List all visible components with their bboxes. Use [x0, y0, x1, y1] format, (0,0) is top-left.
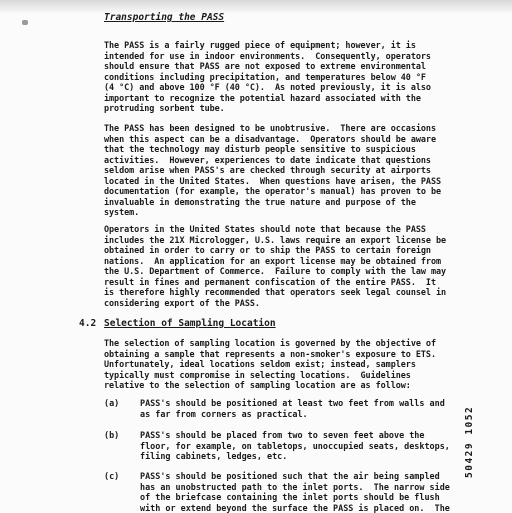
- text-line: intended for use in indoor environments. Consequently, operators: [104, 50, 431, 61]
- list-item-label: (b): [104, 430, 120, 440]
- text-line: that the technology may disturb people sensitive to suspicious: [104, 144, 416, 155]
- list-item-text: [140, 471, 450, 513]
- paragraph-sampling-location: [104, 338, 440, 391]
- text-line: considering export of the PASS.: [104, 297, 260, 308]
- text-line: nations. An application for an export license may be obtained from: [104, 255, 441, 266]
- text-line: floor, for example, on tabletops, unoccupied seats, desktops,: [140, 440, 450, 451]
- text-line: important to recognize the potential hazard associated with the: [104, 92, 421, 103]
- text-line: obtaining a sample that represents a non-smoker's exposure to ETS.: [104, 348, 436, 359]
- text-line: when this aspect can be a disadvantage. Operators should be aware: [104, 133, 436, 144]
- text-line: Unfortunately, ideal locations seldom exist; instead, samplers: [104, 359, 416, 370]
- text-line: The selection of sampling location is governed by the objective of: [104, 338, 436, 348]
- text-line: of the briefcase containing the inlet ports should be flush: [140, 492, 440, 503]
- list-item-text: [140, 430, 450, 462]
- list-item-label: (c): [104, 471, 120, 481]
- text-line: is therefore highly recommended that operators seek legal counsel in: [104, 287, 447, 298]
- text-line: system.: [104, 207, 140, 218]
- text-line: PASS's should be positioned such that the air being sampled: [140, 471, 440, 481]
- text-line: seldom arise when PASS's are checked through security at airports: [104, 165, 431, 176]
- text-line: with or extend beyond the surface the PASS is placed on. The: [140, 502, 450, 513]
- text-line: result in fines and permanent confiscation of the entire PASS. It: [104, 276, 436, 287]
- scan-speck: [22, 20, 28, 25]
- text-line: obtained in order to carry or to ship the PASS to certain foreign: [104, 245, 431, 256]
- text-line: invaluable in demonstrating the true nature and purpose of the: [104, 196, 416, 207]
- section-title: Selection of Sampling Location: [104, 318, 276, 329]
- text-line: conditions including precipitation, and temperatures below 40 °F: [104, 71, 426, 82]
- bates-number: 50429 1052: [464, 405, 475, 478]
- text-line: PASS's should be positioned at least two feet from walls and: [140, 398, 445, 408]
- text-line: protruding sorbent tube.: [104, 103, 225, 114]
- text-line: Operators in the United States should note that because the PASS: [104, 224, 426, 234]
- list-item-label: (a): [104, 398, 120, 408]
- text-line: activities. However, experiences to date indicate that questions: [104, 154, 431, 165]
- text-line: (4 °C) and above 100 °F (40 °C). As noted previously, it is also: [104, 82, 431, 93]
- text-line: has an unobstructed path to the inlet ports. The narrow side: [140, 481, 450, 492]
- text-line: includes the 21X Micrologger, U.S. laws require an export license be: [104, 234, 447, 245]
- text-line: typically must compromise in selecting locations. Guidelines: [104, 369, 411, 380]
- text-line: relative to the selection of sampling location are as follow:: [104, 380, 411, 391]
- paragraph-transport-intro: [104, 40, 440, 114]
- text-line: PASS's should be placed from two to seven feet above the: [140, 430, 425, 440]
- section-number: 4.2: [79, 318, 97, 329]
- text-line: as far from corners as practical.: [140, 408, 308, 419]
- text-line: The PASS is a fairly rugged piece of equipment; however, it is: [104, 40, 416, 50]
- paragraph-export-license: [104, 224, 447, 308]
- section-heading: Transporting the PASS: [104, 12, 225, 23]
- scan-shadow: [0, 0, 512, 14]
- paragraph-unobtrusive: [104, 123, 440, 218]
- text-line: located in the United States. When questions have arisen, the PASS: [104, 175, 441, 186]
- text-line: should ensure that PASS are not exposed to extreme environmental: [104, 61, 426, 72]
- text-line: the U.S. Department of Commerce. Failure to comply with the law may: [104, 266, 447, 277]
- list-item-text: [140, 398, 445, 419]
- text-line: filing cabinets, ledges, etc.: [140, 451, 288, 462]
- text-line: The PASS has been designed to be unobtrusive. There are occasions: [104, 123, 436, 133]
- text-line: documentation (for example, the operator's manual) has proven to be: [104, 186, 441, 197]
